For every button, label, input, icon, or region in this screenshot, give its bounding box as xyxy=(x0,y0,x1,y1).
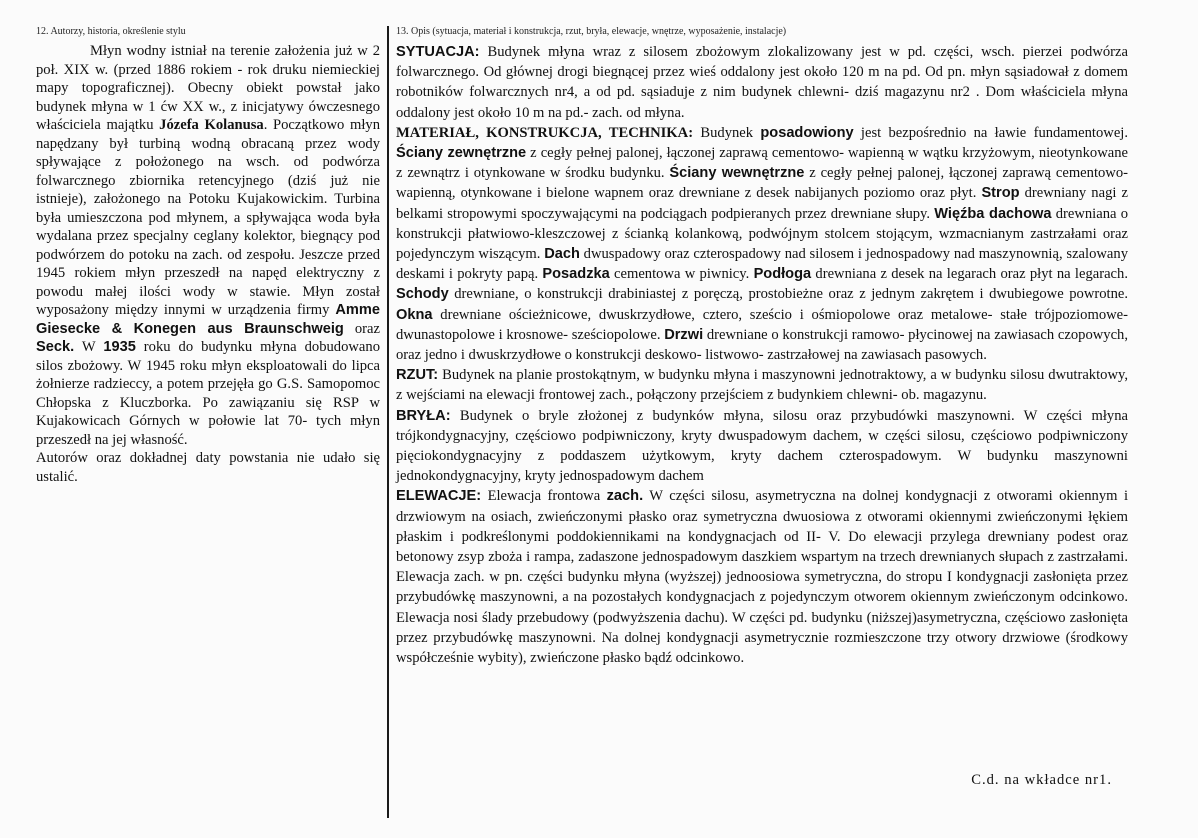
history-text-1: Młyn wodny istniał na terenie założenia już w 2 poł. XIX w. (przed 1886 rokiem - rok druku niemieckiej mapy topograficznej). Obecny obiekt powstał jako budynek młyna w 1 ćw XX w., z inicjatywy ówczesnego właściciela majątku xyxy=(36,43,380,133)
elewacje-text: Elewacja frontowa xyxy=(481,488,607,505)
section-13-header: 13. Opis (sytuacja, materiał i konstrukcja, rzut, bryła, elewacje, wnętrze, wyposażenie, instalacje) xyxy=(396,26,787,37)
term-dach: Dach xyxy=(544,246,580,263)
material-text: z cegły pełnej palonej, łączonej zaprawą cementowo- wapienną, otynkowane i bielone wapnem oraz drewniane z desek nabijanych poziomo oraz płyt. xyxy=(396,165,1128,202)
history-text-2: . Początkowo młyn napędzany był turbiną wodną obracaną przez wody spływające z położonego na wsch. od podwórza folwarcznego zbiornika retencyjnego (dziś już nie istnieje), założonego na Potoku Kujakowickim. Turbina była umieszczona pod młynem, a spływająca woda była wydalana przez specjalny ceglany kolektor, biegnący pod podwórzem do potoku na zach. od zespołu. Jeszcze przed 1945 rokiem młyn przeszedł na napęd elektryczny z powodu małej ilości wody w stawie. Młyn został wyposażony między innymi w urządzenia firmy xyxy=(36,117,380,318)
authors-note: Autorów oraz dokładnej daty powstania nie udało się ustalić. xyxy=(36,450,380,485)
term-schody: Schody xyxy=(396,286,449,303)
term-posadzka: Posadzka xyxy=(542,266,610,283)
elewacje-text: W części silosu, asymetryczna na dolnej kondygnacji z otworami okiennym i drzwiowym na osiach, zwieńczonymi płasko oraz symetryczna dwuosiowa z otworami okiennymi zwieńczonymi łękiem płaskim i podkreślonymi poddokiennikami na kondygnacjach od II- V. Do elewacji przylega drewniany podest oraz betonowy zsyp zboża i rampa, zadaszone jednospadowym daszkiem wspartym na trzech drewnianych słupach z zastrzałami. Elewacja zach. w pn. części budynku młyna (wyższej) jednoosiowa symetryczna, do stropu I kondygnacji zasłonięta przez przybudówkę maszynowni, a na pozostałych kondygnacjach z pojedynczym otworem okiennym zwieńczonym odcinkowo. Elewacja nosi ślady przebudowy (podwyższenia dachu). W części pd. budynku (niższej)asymetryczna, częściowo zasłonięta przez przybudówkę maszynowni. Na dolnej kondygnacji asymetrycznie rozmieszczone trzy otwory drzwiowe (środkowy współcześnie wybity), zwieńczone płasko bądź odcinkowo. xyxy=(396,488,1128,667)
history-paragraph xyxy=(36,42,380,449)
paragraph-rzut xyxy=(396,365,1128,405)
term-strop: Strop xyxy=(981,185,1020,202)
material-text: drewniany nagi z belkami stropowymi spoczywającymi na podciągach podpieranych przez drewniane słupy. xyxy=(396,185,1128,222)
text-bryla: Budynek o bryle złożonej z budynków młyna, silosu oraz przybudówki maszynowni. W części młyna trójkondygnacyjny, częściowo podpiwniczony, kryty dwuspadowym dachem, w części silosu, częściowo podpiwniczony pięciokondygnacyjny z poddaszem użytkowym, kryty dachem czterospadowym. W budynku maszynowni jednokondygnacyjny, kryty jednospadowym dachem xyxy=(396,407,1128,485)
material-text: drewniana z desek na legarach oraz płyt na legarach. xyxy=(811,266,1128,283)
column-divider xyxy=(387,26,389,818)
term-posadowiony: posadowiony xyxy=(760,124,854,141)
text-sytuacja: Budynek młyna wraz z silosem zbożowym zlokalizowany jest w pd. części, wsch. pierzei podwórza folwarcznego. Od głównej drogi biegnącej przez wieś oddalony jest około 120 m na pd. Od pn. młyn sąsiadował z domem robotników folwarcznych nr4, a od pd. sąsiaduje z nim budynek chlewni- dziś magazynu nr2 . Dom właściciela młyna oddalony jest około 10 m na pd.- zach. od młyna. xyxy=(396,44,1128,121)
material-text: drewniane, o konstrukcji drabiniastej z poręczą, prostobieżne oraz z jednym zakrętem i dwubiegowe powrotne. xyxy=(448,286,1128,303)
paragraph-sytuacja xyxy=(396,42,1128,123)
label-rzut: RZUT: xyxy=(396,367,439,384)
paragraph-material xyxy=(396,123,1128,365)
label-sytuacja: SYTUACJA: xyxy=(396,44,480,60)
manufacturer-name: Amme Giesecke & Konegen aus Braunschweig xyxy=(36,302,380,337)
term-sciany-zewnetrzne: Ściany zewnętrzne xyxy=(396,145,527,162)
term-okna: Okna xyxy=(396,306,433,323)
section-12-header: 12. Autorzy, historia, określenie stylu xyxy=(36,26,186,37)
history-text-5: roku do budynku młyna dobudowano silos zbożowy. W 1945 roku młyn eksploatowali do lipca żołnierze radzieccy, a potem przejęła go G.S. Samopomoc Chłopska z Kluczborka. Po zawiązaniu się RSP w Kujakowicach Górnych w połowie lat 70- tych młyn przeszedł na jej własność. xyxy=(36,339,380,448)
term-wiezba: Więźba dachowa xyxy=(934,205,1052,222)
term-zach: zach. xyxy=(606,488,644,505)
material-text: dwuspadowy oraz czterospadowy nad silosem i jednospadowy nad maszynownią, szalowany deskami i pokryty papą. xyxy=(396,246,1128,283)
material-text: Budynek xyxy=(693,124,761,141)
continuation-note: C.d. na wkładce nr1. xyxy=(971,772,1112,788)
paragraph-bryla xyxy=(396,406,1128,487)
material-text: drewniana o konstrukcji płatwiowo-kleszczowej z ścianką kolankową, podwójnym stolcem stojącym, wzmacnianym zastrzałami oraz pojedynczym wiszącym. xyxy=(396,205,1128,263)
paragraph-elewacje xyxy=(396,486,1128,668)
column-history xyxy=(36,26,380,486)
label-bryla: BRYŁA: xyxy=(396,407,451,424)
history-text-4: W xyxy=(74,339,104,355)
material-text: drewniane o konstrukcji ramowo- płycinowej na zawiasach czopowych, oraz jedno i dwuskrzydłowe o konstrukcji deskowo- listwowo- zastrzałowej na zawiasach pasowych. xyxy=(396,326,1128,364)
term-drzwi: Drzwi xyxy=(664,326,704,343)
owner-name: Józefa Kolanusa xyxy=(159,117,264,133)
term-podloga: Podłoga xyxy=(753,266,812,283)
label-material: MATERIAŁ, KONSTRUKCJA, TECHNIKA: xyxy=(396,124,694,141)
term-sciany-wewnetrzne: Ściany wewnętrzne xyxy=(669,165,805,182)
history-text-3: oraz xyxy=(343,320,380,337)
text-rzut: Budynek na planie prostokątnym, w budynku młyna i maszynowni jednotraktowy, a w budynku silosu dwutraktowy, z wejściami na elewacji frontowej zach., połączony przejściem z budynkiem chlewni- ob. magazynu. xyxy=(396,367,1128,404)
label-elewacje: ELEWACJE: xyxy=(396,488,482,505)
material-text: drewniane ościeżnicowe, dwuskrzydłowe, cztero, sześcio i ośmiopolowe oraz metalowe- stałe trójpoziomowe- dwunastopolowe i krosnowe- sześciopolowe. xyxy=(396,306,1128,343)
material-text: z cegły pełnej palonej, łączonej zaprawą cementowo- wapienną w wątku krzyżowym, nieotynkowane z zewnątrz i otynkowane w środku budynku. xyxy=(396,145,1128,182)
manufacturer-seck: Seck. xyxy=(36,339,75,355)
material-text: jest bezpośrednio na ławie fundamentowej. xyxy=(853,124,1129,141)
column-description xyxy=(396,26,1128,668)
year-1935: 1935 xyxy=(103,339,136,355)
material-text: cementowa w piwnicy. xyxy=(609,266,754,283)
